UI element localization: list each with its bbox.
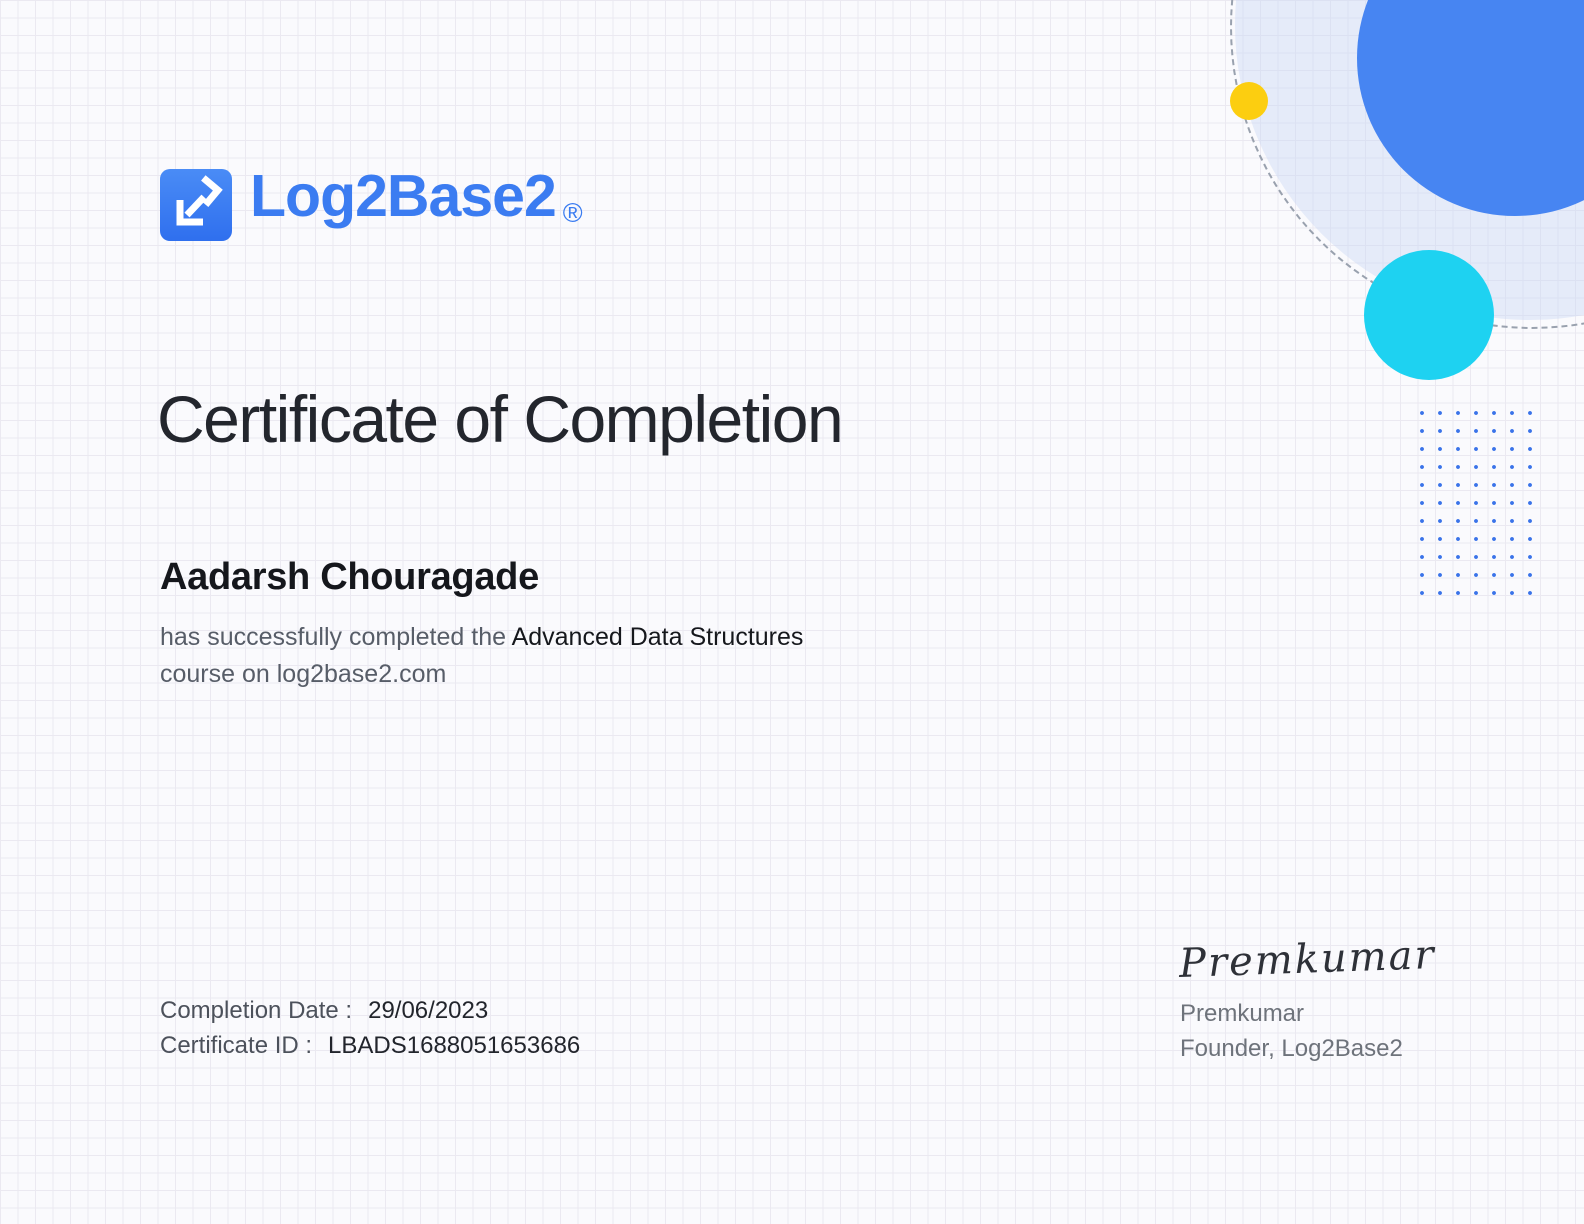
handwritten-signature: Premkumar xyxy=(1178,932,1437,988)
log2base2-logo-icon xyxy=(160,169,232,241)
decor-cyan-circle xyxy=(1364,250,1494,380)
certificate-id-value: LBADS1688051653686 xyxy=(328,1032,581,1059)
completion-date-value: 29/06/2023 xyxy=(368,997,489,1024)
course-name: Advanced Data Structures xyxy=(511,623,804,651)
recipient-name: Aadarsh Chouragade xyxy=(160,556,539,598)
certificate-meta xyxy=(160,993,580,1063)
completion-date-label: Completion Date : xyxy=(160,997,353,1024)
decor-dot-grid xyxy=(1413,404,1540,603)
certificate-title: Certificate of Completion xyxy=(157,382,843,456)
brand-name: Log2Base2 xyxy=(250,163,556,229)
signature-block xyxy=(1178,932,1437,1066)
decor-yellow-dot xyxy=(1230,82,1268,120)
certificate-description xyxy=(160,619,803,693)
completion-date-row xyxy=(160,993,580,1028)
registered-trademark-icon: ® xyxy=(562,198,583,228)
signer-name: Premkumar xyxy=(1180,1000,1305,1027)
description-line-1 xyxy=(160,619,803,656)
description-prefix: has successfully completed the xyxy=(160,623,512,651)
certificate-id-row xyxy=(160,1028,580,1063)
signer-role: Founder, Log2Base2 xyxy=(1180,1035,1403,1062)
description-line-2: course on log2base2.com xyxy=(160,660,447,688)
brand-logo xyxy=(160,160,583,249)
brand-wordmark xyxy=(250,160,583,249)
certificate-id-label: Certificate ID : xyxy=(160,1032,313,1059)
